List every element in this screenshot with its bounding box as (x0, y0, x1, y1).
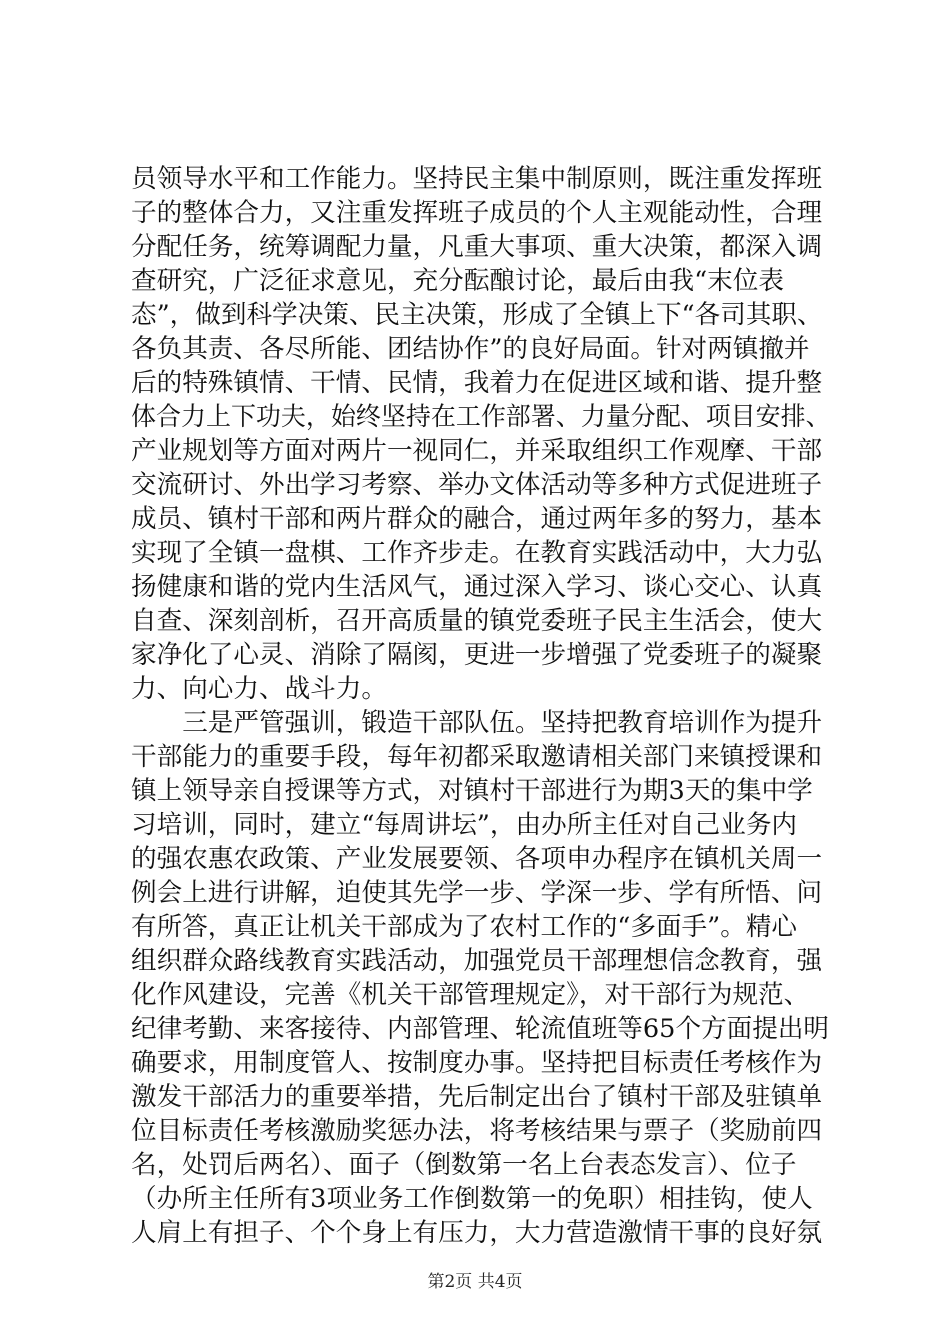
text-line: 后的特殊镇情、干情、民情，我着力在促进区域和谐、提升整 (131, 368, 823, 398)
text-line: 镇上领导亲自授课等方式，对镇村干部进行为期3天的集中学 (131, 776, 813, 806)
text-line: 力、向心力、战斗力。 (131, 674, 387, 704)
text-line: 成员、镇村干部和两片群众的融合，通过两年多的努力，基本 (131, 504, 823, 534)
text-line: 组织群众路线教育实践活动，加强党员干部理想信念教育，强 (131, 946, 823, 976)
text-line: 激发干部活力的重要举措，先后制定出台了镇村干部及驻镇单 (131, 1082, 823, 1112)
text-line: 扬健康和谐的党内生活风气，通过深入学习、谈心交心、认真 (131, 572, 823, 602)
text-line: 子的整体合力，又注重发挥班子成员的个人主观能动性，合理 (131, 198, 823, 228)
text-line: 交流研讨、外出学习考察、举办文体活动等多种方式促进班子 (131, 470, 823, 500)
text-line: （办所主任所有3项业务工作倒数第一的免职）相挂钩，使人 (131, 1184, 813, 1214)
text-line: 各负其责、各尽所能、团结协作”的良好局面。针对两镇撤并 (131, 334, 810, 364)
body-text (131, 162, 831, 1250)
text-line: 态”，做到科学决策、民主决策，形成了全镇上下“各司其职、 (131, 300, 823, 330)
text-line: 的强农惠农政策、产业发展要领、各项申办程序在镇机关周一 (131, 844, 823, 874)
text-line: 分配任务，统筹调配力量，凡重大事项、重大决策，都深入调 (131, 232, 823, 262)
text-line: 体合力上下功夫，始终坚持在工作部署、力量分配、项目安排、 (131, 402, 831, 432)
text-line: 产业规划等方面对两片一视同仁，并采取组织工作观摩、干部 (131, 436, 823, 466)
text-line: 实现了全镇一盘棋、工作齐步走。在教育实践活动中，大力弘 (131, 538, 823, 568)
text-line: 名，处罚后两名）、面子（倒数第一名上台表态发言）、位子 (131, 1150, 797, 1180)
page-footer: 第2页 共4页 (427, 1272, 523, 1292)
text-line: 纪律考勤、来客接待、内部管理、轮流值班等65个方面提出明 (131, 1014, 830, 1044)
text-line: 人肩上有担子、个个身上有压力，大力营造激情干事的良好氛 (131, 1218, 823, 1248)
text-line: 三是严管强训，锻造干部队伍。坚持把教育培训作为提升 (131, 708, 823, 738)
text-line: 员领导水平和工作能力。坚持民主集中制原则，既注重发挥班 (131, 164, 823, 194)
text-line: 查研究，广泛征求意见，充分酝酿讨论，最后由我“末位表 (131, 266, 784, 296)
text-line: 家净化了心灵、消除了隔阂，更进一步增强了党委班子的凝聚 (131, 640, 823, 670)
text-line: 有所答，真正让机关干部成为了农村工作的“多面手”。精心 (131, 912, 798, 942)
text-line: 化作风建设，完善《机关干部管理规定》，对干部行为规范、 (131, 980, 810, 1010)
text-line: 确要求，用制度管人、按制度办事。坚持把目标责任考核作为 (131, 1048, 823, 1078)
text-line: 位目标责任考核激励奖惩办法，将考核结果与票子（奖励前四 (131, 1116, 823, 1146)
text-line: 干部能力的重要手段，每年初都采取邀请相关部门来镇授课和 (131, 742, 823, 772)
text-line: 例会上进行讲解，迫使其先学一步、学深一步、学有所悟、问 (131, 878, 823, 908)
text-line: 习培训，同时，建立“每周讲坛”，由办所主任对自己业务内 (131, 810, 798, 840)
text-line: 自查、深刻剖析，召开高质量的镇党委班子民主生活会，使大 (131, 606, 823, 636)
